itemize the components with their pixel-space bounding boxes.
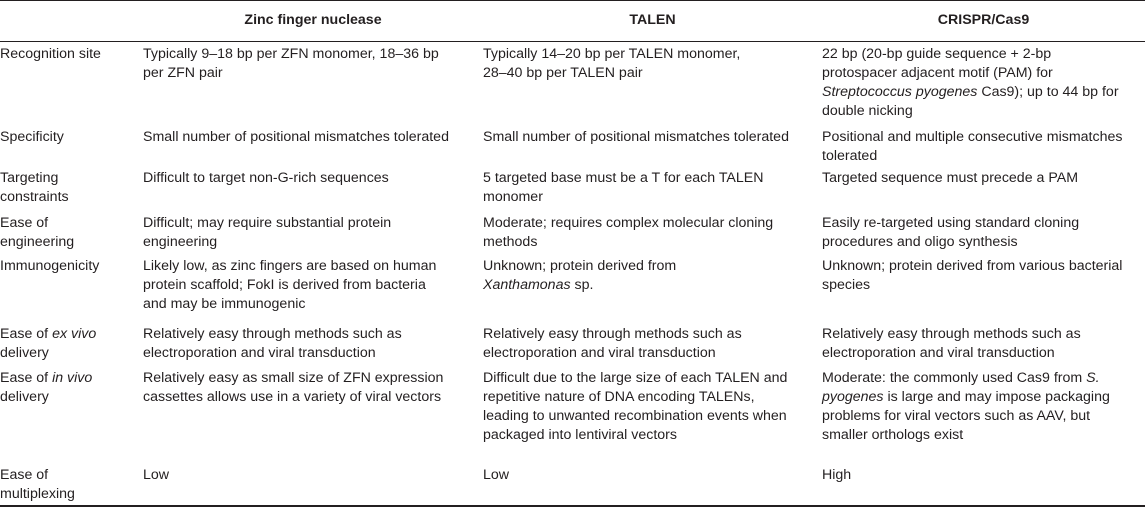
cell-text-line: Likely low, as zinc fingers are based on human	[143, 258, 437, 274]
cell-text-line: methods	[483, 234, 538, 250]
cell-text-line: Immunogenicity	[0, 258, 100, 274]
cell-text-line: Ease of	[0, 215, 49, 231]
header-talen: TALEN	[483, 0, 822, 41]
zfn-cell	[143, 322, 483, 366]
row-label	[0, 41, 143, 125]
cell-text-line: Specificity	[0, 129, 64, 145]
zfn-cell	[143, 41, 483, 125]
crispr-cell	[822, 125, 1145, 166]
cell-text-line: 5 targeted base must be a T for each TALEN	[483, 170, 764, 186]
zfn-cell	[143, 125, 483, 166]
cell-text-line: monomer	[483, 189, 543, 205]
cell-text-line: species	[822, 277, 871, 293]
cell-text-line: Ease of ex vivo	[0, 326, 97, 342]
cell-text-line: Typically 9–18 bp per ZFN monomer, 18–36 bp	[143, 45, 439, 62]
cell-text-line: Xanthamonas sp.	[483, 277, 594, 293]
cell-text-line: delivery	[0, 389, 49, 405]
row-label	[0, 322, 143, 366]
cell-text-line: Streptococcus pyogenes Cas9); up to 44 bp for	[822, 83, 1119, 100]
cell-text-line: Moderate; requires complex molecular cloning	[483, 215, 774, 231]
table-row	[0, 322, 1145, 366]
table-bottom-rule	[0, 505, 1145, 507]
cell-text-line: pyogenes is large and may impose packaging	[822, 389, 1110, 405]
table-row	[0, 125, 1145, 166]
cell-text-line: Relatively easy as small size of ZFN expression	[143, 370, 444, 386]
header-crispr-cas9: CRISPR/Cas9	[822, 0, 1145, 41]
cell-text-line: leading to unwanted recombination events when	[483, 408, 787, 424]
crispr-cell	[822, 41, 1145, 125]
cell-text-line: High	[822, 467, 852, 483]
talen-cell	[483, 322, 822, 366]
row-label	[0, 166, 143, 211]
cell-text-line: delivery	[0, 345, 49, 361]
cell-text-line: Easily re-targeted using standard cloning	[822, 215, 1080, 231]
cell-text-line: electroporation and viral transduction	[143, 345, 376, 361]
table-row	[0, 211, 1145, 254]
cell-text-line: Targeting	[0, 170, 59, 186]
table-row	[0, 166, 1145, 211]
cell-text-line: Relatively easy through methods such as	[483, 326, 742, 342]
cell-text-line: Ease of	[0, 467, 49, 483]
cell-text-line: Difficult to target non-G-rich sequences	[143, 170, 389, 186]
cell-text-line: 28–40 bp per TALEN pair	[483, 64, 643, 81]
cell-text-line: repetitive nature of DNA encoding TALENs,	[483, 389, 755, 405]
table-row	[0, 254, 1145, 322]
cell-text-line: smaller orthologs exist	[822, 427, 964, 443]
cell-text-line: Targeted sequence must precede a PAM	[822, 170, 1079, 186]
cell-text-line: Ease of in vivo	[0, 370, 93, 386]
crispr-cell	[822, 166, 1145, 211]
zfn-cell	[143, 366, 483, 463]
header-row	[0, 0, 1145, 41]
row-label	[0, 463, 143, 507]
row-label	[0, 366, 143, 463]
cell-text-line: engineering	[143, 234, 218, 250]
zfn-cell	[143, 463, 483, 507]
cell-text-line: electroporation and viral transduction	[822, 345, 1055, 361]
cell-text-line: Unknown; protein derived from various bacterial	[822, 258, 1123, 274]
cell-text-line: 22 bp (20-bp guide sequence + 2-bp	[822, 45, 1052, 62]
talen-cell	[483, 41, 822, 125]
cell-text-line: Difficult; may require substantial protein	[143, 215, 392, 231]
cell-text-line: Difficult due to the large size of each TALEN and	[483, 370, 788, 386]
cell-text-line: constraints	[0, 189, 69, 205]
cell-text-line: cassettes allows use in a variety of viral vectors	[143, 389, 442, 405]
row-label	[0, 254, 143, 322]
zfn-cell	[143, 166, 483, 211]
cell-text-line: double nicking	[822, 102, 913, 119]
cell-text-line: Unknown; protein derived from	[483, 258, 677, 274]
crispr-cell	[822, 366, 1145, 463]
cell-text-line: protospacer adjacent motif (PAM) for	[822, 64, 1053, 81]
zfn-cell	[143, 211, 483, 254]
talen-cell	[483, 366, 822, 463]
talen-cell	[483, 463, 822, 507]
cell-text-line: Relatively easy through methods such as	[822, 326, 1081, 342]
cell-text-line: procedures and oligo synthesis	[822, 234, 1018, 250]
crispr-cell	[822, 211, 1145, 254]
cell-text-line: Recognition site	[0, 45, 101, 62]
cell-text-line: Low	[143, 467, 170, 483]
header-zinc-finger-nuclease: Zinc finger nuclease	[143, 0, 483, 41]
cell-text-line: per ZFN pair	[143, 64, 223, 81]
cell-text-line: Relatively easy through methods such as	[143, 326, 402, 342]
row-label	[0, 211, 143, 254]
cell-text-line: Typically 14–20 bp per TALEN monomer,	[483, 45, 741, 62]
zfn-cell	[143, 254, 483, 322]
cell-text-line: engineering	[0, 234, 75, 250]
crispr-cell	[822, 463, 1145, 507]
cell-text-line: Low	[483, 467, 510, 483]
table-row	[0, 366, 1145, 463]
row-label	[0, 125, 143, 166]
cell-text-line: tolerated	[822, 148, 878, 164]
cell-text-line: multiplexing	[0, 486, 75, 502]
cell-text-line: electroporation and viral transduction	[483, 345, 716, 361]
cell-text-line: Moderate: the commonly used Cas9 from S.	[822, 370, 1100, 386]
header-empty	[0, 0, 143, 41]
cell-text-line: Positional and multiple consecutive mismatches	[822, 129, 1123, 145]
crispr-cell	[822, 254, 1145, 322]
table-row	[0, 463, 1145, 507]
cell-text-line: problems for viral vectors such as AAV, but	[822, 408, 1091, 424]
talen-cell	[483, 254, 822, 322]
cell-text-line: Small number of positional mismatches tolerated	[483, 129, 789, 145]
talen-cell	[483, 211, 822, 254]
talen-cell	[483, 166, 822, 211]
cell-text-line: packaged into lentiviral vectors	[483, 427, 677, 443]
crispr-cell	[822, 322, 1145, 366]
cell-text-line: protein scaffold; FokI is derived from bacteria	[143, 277, 426, 293]
table-row	[0, 41, 1145, 125]
cell-text-line: and may be immunogenic	[143, 296, 306, 312]
cell-text-line: Small number of positional mismatches tolerated	[143, 129, 449, 145]
talen-cell	[483, 125, 822, 166]
